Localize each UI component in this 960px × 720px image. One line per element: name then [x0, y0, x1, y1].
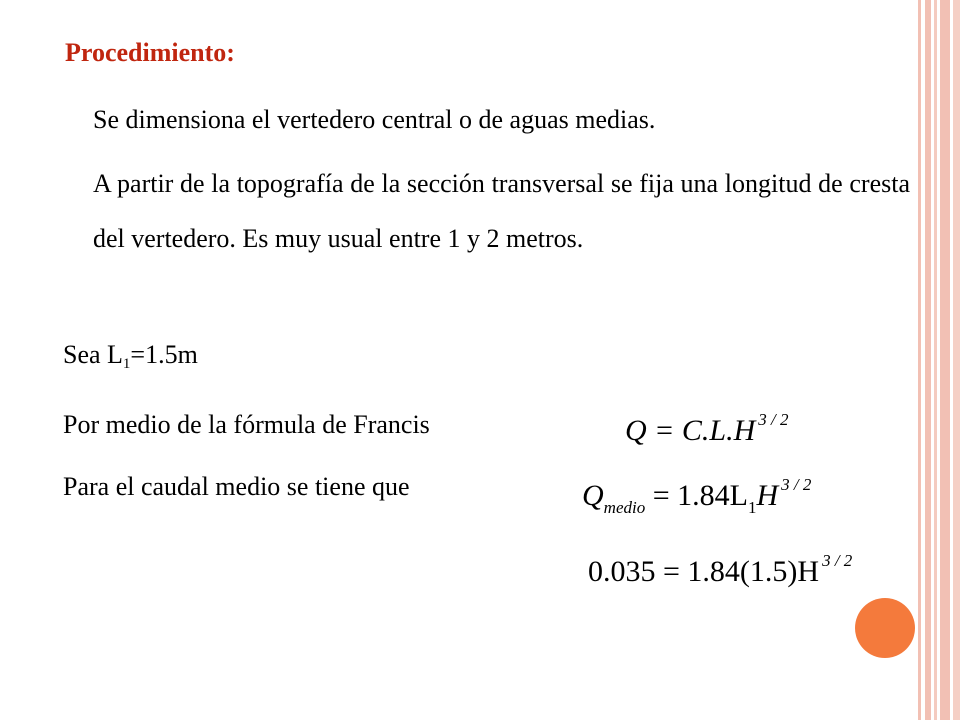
paragraph-dimensiona: Se dimensiona el vertedero central o de aguas medias.: [93, 105, 656, 134]
decorative-stripe: [925, 0, 931, 720]
formula-francis: [625, 410, 789, 448]
formula-caudal-rhs-sub: 1: [747, 498, 757, 517]
francis-line: Por medio de la fórmula de Francis: [63, 410, 430, 439]
formula-francis-lhs: Q: [625, 414, 647, 447]
sea-subscript: 1: [122, 356, 131, 372]
formula-francis-exponent: 3 / 2: [758, 410, 789, 429]
formula-numeric-expr: 0.035 = 1.84(1.5)H: [588, 555, 820, 588]
formula-caudal-rhs-b: H: [756, 479, 779, 512]
formula-numeric-exponent: 3 / 2: [822, 551, 853, 570]
decorative-stripe: [934, 0, 937, 720]
formula-caudal-rhs-a: = 1.84L: [645, 479, 748, 512]
decorative-circle: [855, 598, 915, 658]
decorative-stripe: [918, 0, 921, 720]
formula-francis-rhs: = C.L.H: [646, 414, 756, 447]
paragraph-topografia: A partir de la topografía de la sección transversal se fija una longitud de cresta del vertedero. Es muy usual entre 1 y 2 metros.: [93, 169, 910, 253]
formula-caudal-medio: [582, 475, 811, 518]
decorative-stripe: [940, 0, 950, 720]
formula-caudal-lhs: Q: [582, 479, 604, 512]
sea-suffix: =1.5m: [130, 340, 198, 369]
decorative-stripe: [953, 0, 960, 720]
formula-caudal-lhs-sub: medio: [603, 498, 646, 517]
slide-heading: Procedimiento:: [65, 38, 235, 67]
formula-numeric: [588, 551, 852, 589]
sea-line: [63, 340, 198, 373]
formula-caudal-exponent: 3 / 2: [781, 475, 812, 494]
sea-prefix: Sea L: [63, 340, 123, 369]
caudal-line: Para el caudal medio se tiene que: [63, 472, 410, 501]
